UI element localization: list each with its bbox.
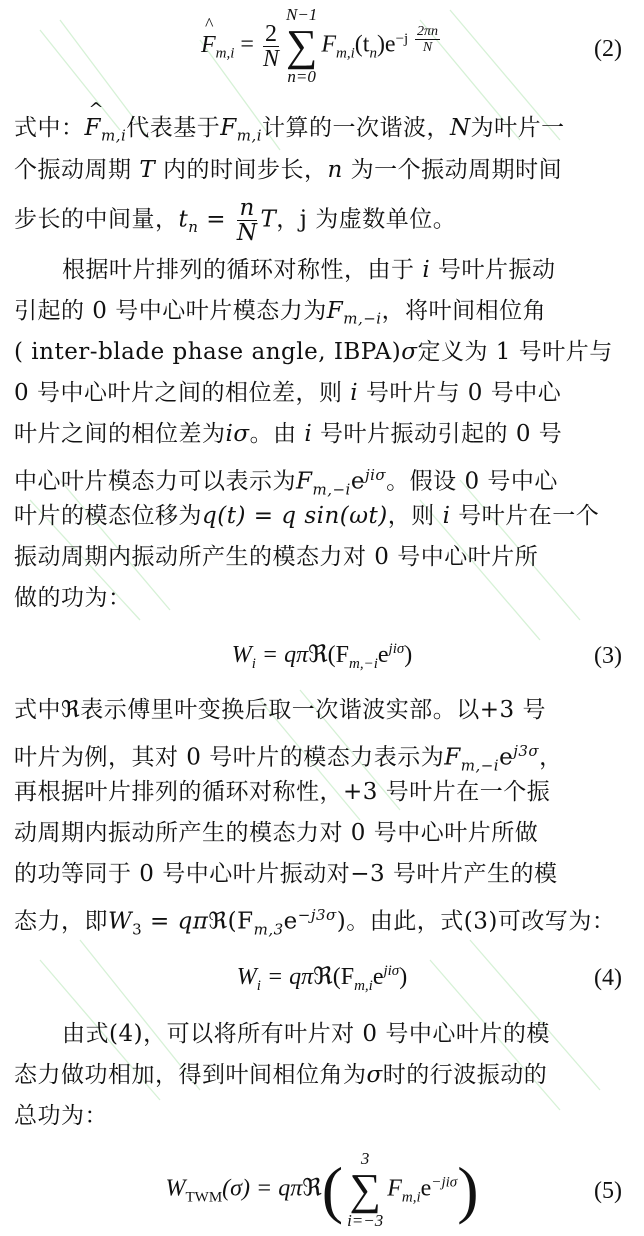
- paragraph-3-line-3: 再根据叶片排列的循环对称性，+3 号叶片在一个振: [14, 779, 551, 805]
- equation-2: ^ $F_{m,i}$ = $\frac{2}{N}$ N−1 ∑ n=0 $F_{m,i}(t_n)e^{-j \frac{2\pi n}{N}}$: [200, 5, 438, 86]
- paragraph-2-line-8: 振动周期内振动所产生的模态力对 0 号中心叶片所: [14, 544, 539, 570]
- paragraph-1-line-1: 式中： ^ $F_{m,i}$代表基于$F_{m,i}$计算的一次谐波，N为叶片一: [14, 99, 565, 145]
- equation-3: $W_i$ = $q\pi ℜ(F_{m,-i}e^{ji\sigma})$: [231, 641, 413, 672]
- paragraph-3-line-6: 态力，即$W_3$ = $q\pi ℜ(F_{m,3}e^{-j3\sigma})$。由此，式(3)可改写为：: [14, 906, 616, 939]
- equation-number-5: (5): [594, 1178, 622, 1204]
- paragraph-2-line-6: 中心叶片模态力可以表示为$F_{m,-i}e^{ji\sigma}$。假设 0 号中心: [14, 466, 558, 499]
- paragraph-1-line-3: 步长的中间量，$t_n$ = $\frac{n}{N}$ T，j 为虚数单位。: [14, 195, 457, 246]
- paragraph-3-line-2: 叶片为例，其对 0 号叶片的模态力表示为$F_{m,-i}e^{j3\sigma}$，: [14, 742, 563, 775]
- paragraph-3-line-1: 式中ℜ表示傅里叶变换后取一次谐波实部。以+3 号: [14, 697, 546, 723]
- paragraph-2-line-7: 叶片的模态位移为q(t) = q sin(ωt)，则 i 号叶片在一个: [14, 503, 600, 529]
- paragraph-4-line-2: 态力做功相加，得到叶间相位角为σ时的行波振动的: [14, 1062, 548, 1088]
- equation-4: $W_i$ = $q\pi ℜ(F_{m,i}e^{ji\sigma})$: [236, 963, 408, 994]
- paragraph-1-line-2: 个振动周期 T 内的时间步长，n 为一个振动周期时间: [14, 157, 563, 183]
- paragraph-3-line-5: 的功等同于 0 号中心叶片振动对−3 号叶片产生的模: [14, 861, 558, 887]
- paragraph-3-line-4: 动周期内振动所产生的模态力对 0 号中心叶片所做: [14, 820, 539, 846]
- paragraph-2-line-5: 叶片之间的相位差为iσ。由 i 号叶片振动引起的 0 号: [14, 421, 563, 447]
- equation-number-3: (3): [594, 643, 622, 669]
- equation-number-4: (4): [594, 965, 622, 991]
- paragraph-2-line-2: 引起的 0 号中心叶片模态力为$F_{m,-i}$，将叶间相位角: [14, 298, 547, 328]
- paragraph-2-line-4: 0 号中心叶片之间的相位差，则 i 号叶片与 0 号中心: [14, 380, 562, 406]
- paragraph-2-line-9: 做的功为：: [14, 585, 132, 611]
- paragraph-4-line-3: 总功为：: [14, 1103, 108, 1129]
- paragraph-2-line-3: ( inter-blade phase angle, IBPA)σ定义为 1 号叶片与: [14, 339, 613, 365]
- paragraph-2-line-1: 根据叶片排列的循环对称性，由于 i 号叶片振动: [62, 257, 556, 283]
- paragraph-4-line-1: 由式(4)，可以将所有叶片对 0 号中心叶片的模: [62, 1021, 550, 1047]
- equation-number-2: (2): [594, 36, 622, 62]
- equation-5: $W_{TWM}(\sigma)$ = qπℜ( 3 ∑ i=−3 $F_{m,i}e^{-ji\sigma}$): [165, 1149, 479, 1230]
